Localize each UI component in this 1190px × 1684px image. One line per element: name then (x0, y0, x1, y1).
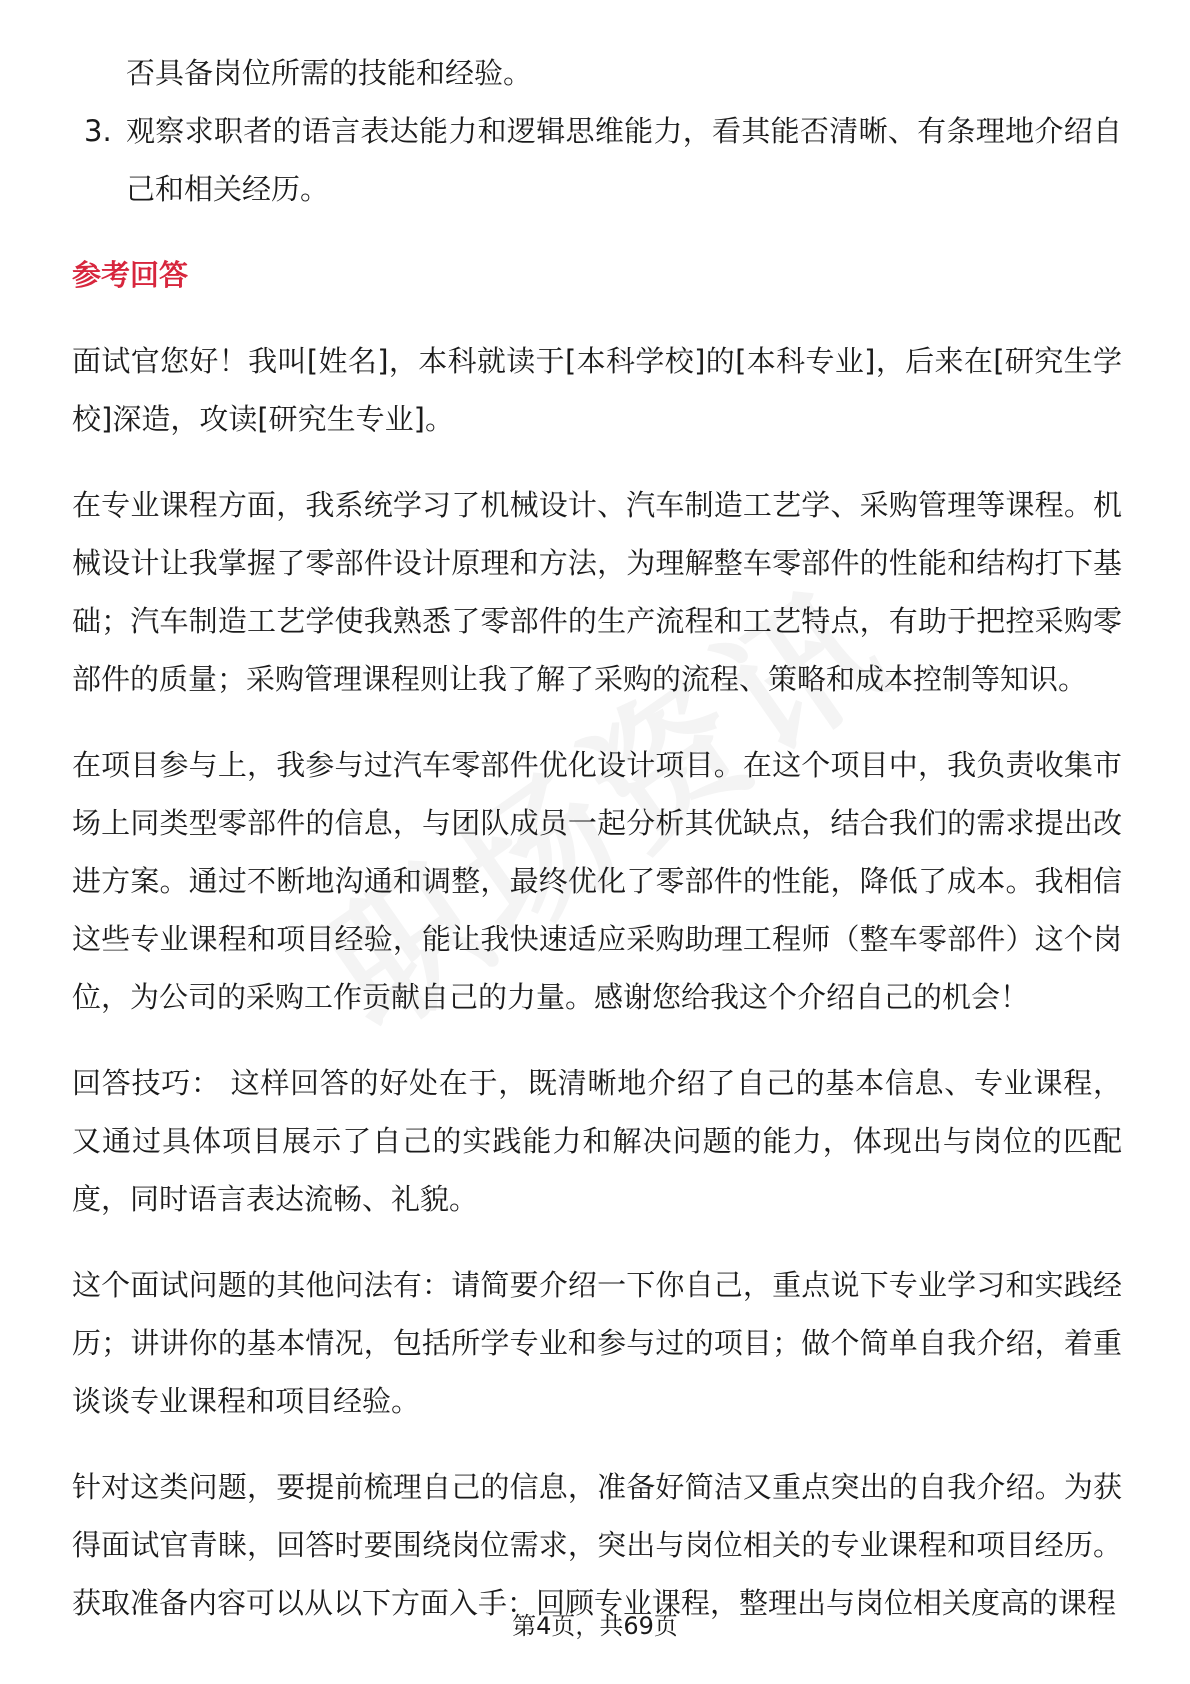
paragraph-greeting: 面试官您好！我叫[姓名]，本科就读于[本科学校]的[本科专业]，后来在[研究生学校]深造，攻读[研究生专业]。 (72, 344, 1122, 436)
list-item-number: 3. (84, 114, 112, 148)
page-number-footer: 第4页，共69页 (512, 1612, 678, 1640)
list-item-3 (72, 102, 1122, 218)
paragraph-answer-tips: 回答技巧： 这样回答的好处在于，既清晰地介绍了自己的基本信息、专业课程，又通过具体项目展示了自己的实践能力和解决问题的能力，体现出与岗位的匹配度，同时语言表达流畅、礼貌。 (72, 1066, 1122, 1216)
section-title-reference-answer: 参考回答 (72, 258, 189, 292)
paragraph-alternative-questions: 这个面试问题的其他问法有：请简要介绍一下你自己，重点说下专业学习和实践经历；讲讲你的基本情况，包括所学专业和参与过的项目；做个简单自我介绍，着重谈谈专业课程和项目经验。 (72, 1268, 1122, 1418)
list-item-text: 观察求职者的语言表达能力和逻辑思维能力，看其能否清晰、有条理地介绍自己和相关经历。 (126, 114, 1122, 206)
document-body (72, 44, 1122, 1632)
continued-list-item-text: 否具备岗位所需的技能和经验。 (126, 56, 533, 90)
paragraph-project: 在项目参与上，我参与过汽车零部件优化设计项目。在这个项目中，我负责收集市场上同类型零部件的信息，与团队成员一起分析其优缺点，结合我们的需求提出改进方案。通过不断地沟通和调整，最终优化了零部件的性能，降低了成本。我相信这些专业课程和项目经验，能让我快速适应采购助理工程师（整车零部件）这个岗位，为公司的采购工作贡献自己的力量。感谢您给我这个介绍自己的机会！ (72, 748, 1122, 1014)
paragraph-preparation: 针对这类问题，要提前梳理自己的信息，准备好简洁又重点突出的自我介绍。为获得面试官青睐，回答时要围绕岗位需求，突出与岗位相关的专业课程和项目经历。获取准备内容可以从以下方面入手：回顾专业课程，整理出与岗位相关度高的课程 (72, 1470, 1122, 1620)
paragraph-courses: 在专业课程方面，我系统学习了机械设计、汽车制造工艺学、采购管理等课程。机械设计让我掌握了零部件设计原理和方法，为理解整车零部件的性能和结构打下基础；汽车制造工艺学使我熟悉了零部件的生产流程和工艺特点，有助于把控采购零部件的质量；采购管理课程则让我了解了采购的流程、策略和成本控制等知识。 (72, 488, 1122, 696)
